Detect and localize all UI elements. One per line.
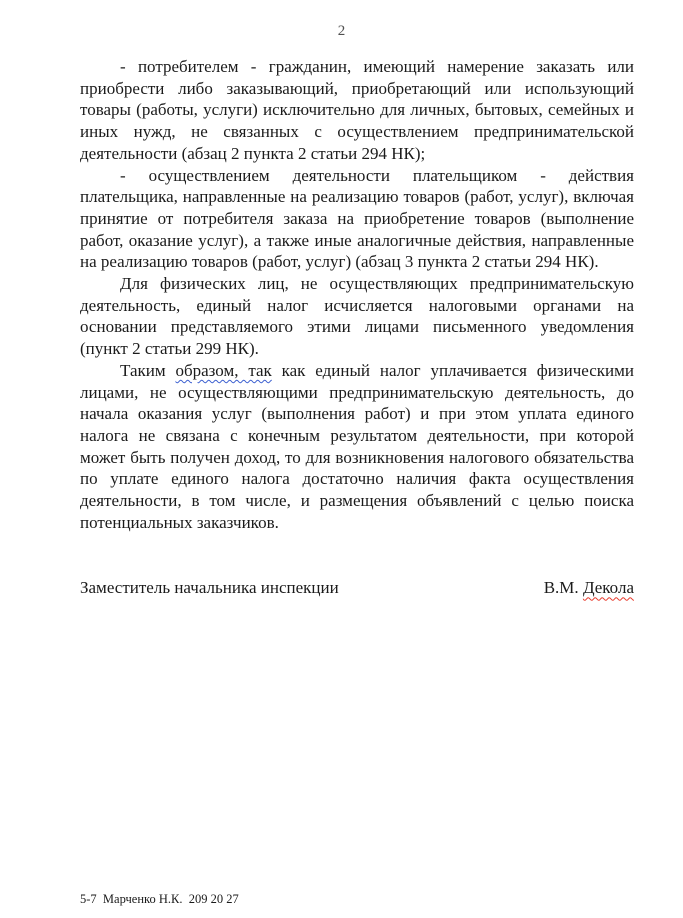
signature-row xyxy=(80,577,634,599)
conclusion-text-before: Таким xyxy=(120,360,176,380)
conclusion-text-after: как единый налог уплачивается физическими лицами, не осуществляющими предпринимательскую деятельность, до начала оказания услуг (выполнения работ) и при этом уплата единого налога не связана с конечным результатом деятельности, при которой может быть получен доход, то для возникновения налогового обязательства по уплате единого налога достаточно наличия факта осуществления деятельности, в том числе, и размещения объявлений с целью поиска потенциальных заказчиков. xyxy=(80,360,634,532)
signatory-initials: В.М. xyxy=(543,578,579,598)
paragraph-conclusion xyxy=(80,360,634,534)
paragraph-individuals-tax-calculation: Для физических лиц, не осуществляющих предпринимательскую деятельность, единый налог исчисляется налоговыми органами на основании представляемого этими лицами письменного уведомления (пункт 2 статьи 299 НК). xyxy=(80,274,634,359)
paragraph-activity-definition: - осуществлением деятельности плательщиком - действия плательщика, направленные на реализацию товаров (работ, услуг), включая принятие от потребителя заказа на приобретение товаров (выполнение работ, оказание услуг), а также иные аналогичные действия, направленные на реализацию товаров (работ, услуг) (абзац 3 пункта 2 статьи 294 НК). xyxy=(80,165,634,272)
footer-executor-note: 5-7 Марченко Н.К. 209 20 27 xyxy=(80,892,239,906)
paragraph-consumer-definition: - потребителем - гражданин, имеющий намерение заказать или приобрести либо заказывающий, приобретающий или использующий товары (работы, услуги) исключительно для личных, бытовых, семейных и иных нужд, не связанных с осуществлением предпринимательской деятельности (абзац 2 пункта 2 статьи 294 НК); xyxy=(80,57,634,163)
page-number: 2 xyxy=(337,23,346,39)
signatory-name xyxy=(544,577,634,599)
signatory-surname-spell-flagged: Декола xyxy=(582,578,634,598)
signatory-title: Заместитель начальника инспекции xyxy=(80,578,339,598)
grammar-flagged-text: образом, так xyxy=(175,360,272,380)
document-body xyxy=(80,56,634,533)
